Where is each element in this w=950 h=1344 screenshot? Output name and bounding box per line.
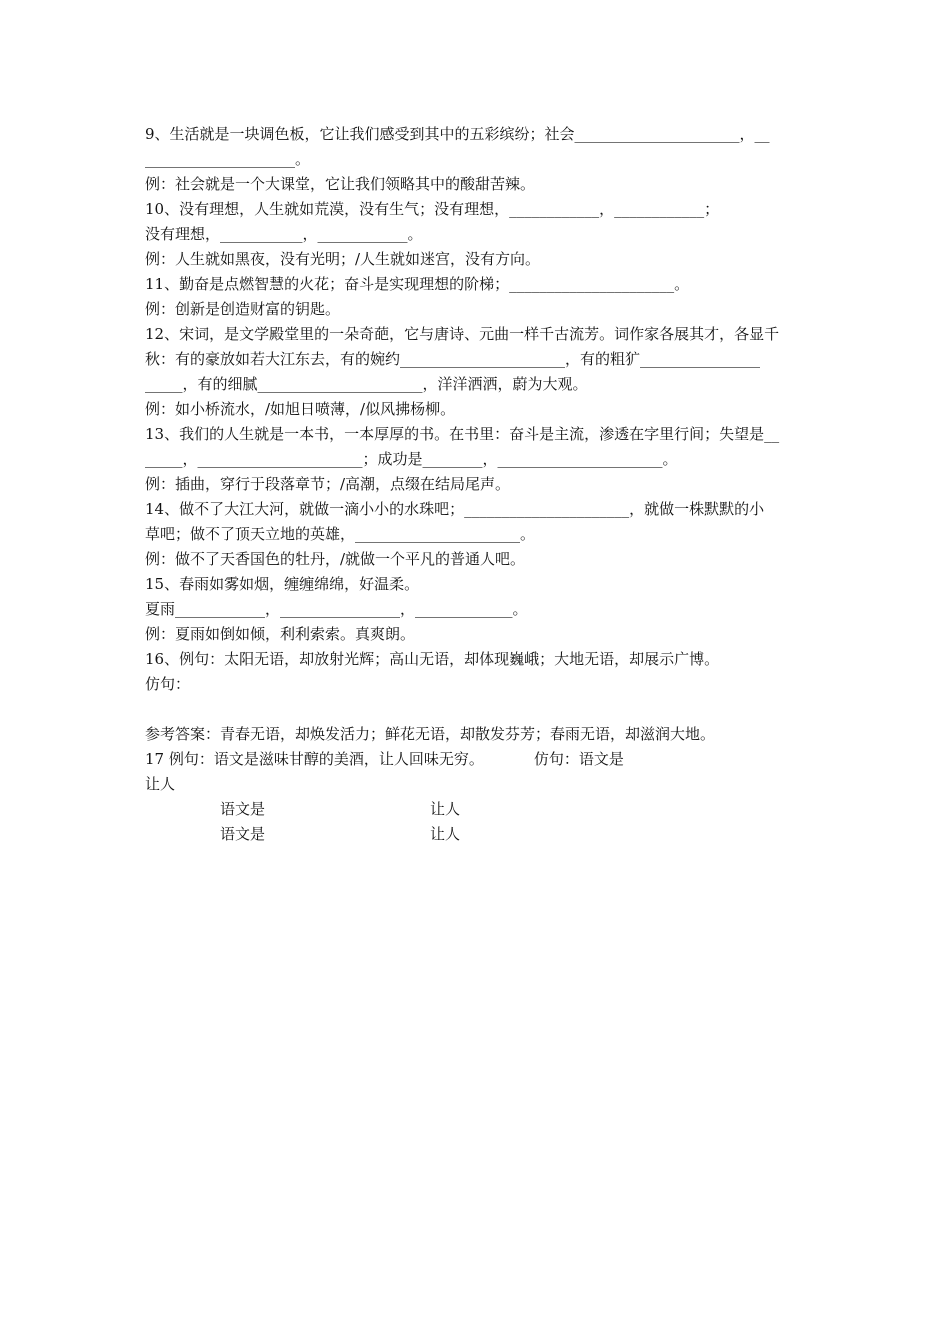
q17-example: 17 例句：语文是滋味甘醇的美酒，让人回味无穷。 bbox=[145, 750, 484, 768]
q17-row-left: 语文是 bbox=[220, 825, 266, 843]
text-line: 12、宋词，是文学殿堂里的一朵奇葩，它与唐诗、元曲一样千古流芳。词作家各展其才，各显千 bbox=[145, 325, 780, 343]
text-line: 没有理想，___________，____________。 bbox=[145, 225, 423, 243]
text-line: 15、春雨如雾如烟，缠缠绵绵，好温柔。 bbox=[145, 575, 420, 593]
text-line: 例：做不了天香国色的牡丹，/就做一个平凡的普通人吧。 bbox=[145, 550, 526, 568]
blank-line bbox=[145, 697, 813, 722]
text-line: 草吧；做不了顶天立地的英雄，______________________。 bbox=[145, 525, 536, 543]
text-line: 例：夏雨如倒如倾，利利索索。真爽朗。 bbox=[145, 625, 416, 643]
q17-row-left: 语文是 bbox=[220, 800, 266, 818]
text-line: 夏雨____________，________________，_____________。 bbox=[145, 600, 528, 618]
q17-row-right: 让人 bbox=[430, 800, 461, 818]
q17-row-right: 让人 bbox=[430, 825, 461, 843]
text-line: 9、生活就是一块调色板，它让我们感受到其中的五彩缤纷；社会______________________，__ bbox=[145, 125, 770, 143]
text-line: 例：人生就如黑夜，没有光明；/人生就如迷宫，没有方向。 bbox=[145, 250, 541, 268]
text-line: ____________________。 bbox=[145, 150, 311, 168]
text-line: 13、我们的人生就是一本书，一本厚厚的书。在书里：奋斗是主流，渗透在字里行间；失望是__ bbox=[145, 425, 780, 443]
q17-imitate: 仿句：语文是 bbox=[533, 750, 624, 768]
exercise-text bbox=[145, 122, 813, 847]
text-line: 例：创新是创造财富的钥匙。 bbox=[145, 300, 341, 318]
q17-row bbox=[145, 797, 813, 822]
q17-row bbox=[145, 822, 813, 847]
text-line: 仿句： bbox=[145, 675, 191, 693]
q17-let: 让人 bbox=[145, 775, 176, 793]
text-line: 10、没有理想，人生就如荒漠，没有生气；没有理想，____________，____________； bbox=[145, 200, 720, 218]
answer-line: 参考答案：青春无语，却焕发活力；鲜花无语，却散发芬芳；春雨无语，却滋润大地。 bbox=[145, 725, 716, 743]
text-line: _____，______________________；成功是________，______________________。 bbox=[145, 450, 678, 468]
text-line: 11、勤奋是点燃智慧的火花；奋斗是实现理想的阶梯；______________________。 bbox=[145, 275, 690, 293]
text-line: 14、做不了大江大河，就做一滴小小的水珠吧；______________________，就做一株默默的小 bbox=[145, 500, 765, 518]
q17-line bbox=[145, 747, 813, 772]
text-line: _____，有的细腻______________________，洋洋洒洒，蔚为大观。 bbox=[145, 375, 588, 393]
text-line: 例：如小桥流水，/如旭日喷薄，/似风拂杨柳。 bbox=[145, 400, 456, 418]
text-line: 例：插曲，穿行于段落章节；/高潮，点缀在结局尾声。 bbox=[145, 475, 511, 493]
text-line: 秋：有的豪放如若大江东去，有的婉约______________________，有的粗犷________________ bbox=[145, 350, 761, 368]
text-line: 例：社会就是一个大课堂，它让我们领略其中的酸甜苦辣。 bbox=[145, 175, 536, 193]
text-line: 16、例句：太阳无语，却放射光辉；高山无语，却体现巍峨；大地无语，却展示广博。 bbox=[145, 650, 720, 668]
